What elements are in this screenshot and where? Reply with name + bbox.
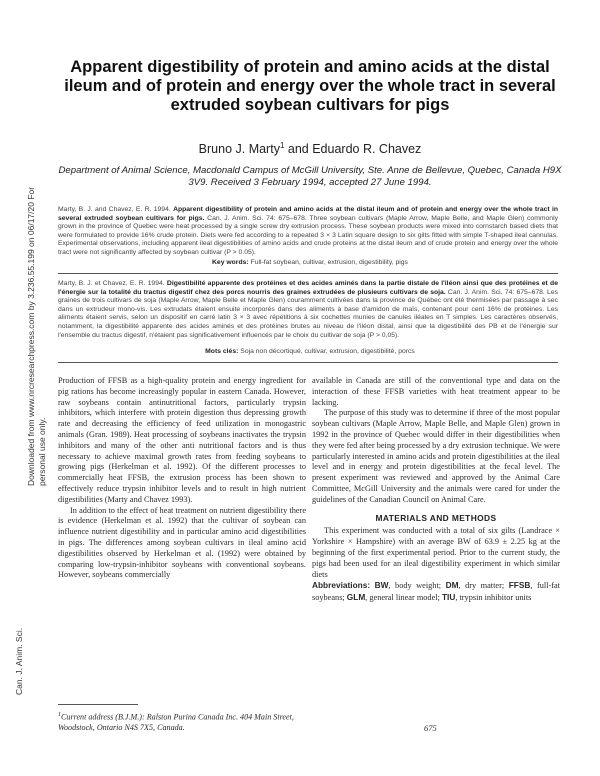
author-second: Eduardo R. Chavez: [312, 142, 422, 157]
abbreviation-definition: , trypsin inhibitor units: [455, 593, 532, 603]
abbreviation-term: BW: [374, 580, 389, 591]
section-divider: [58, 273, 558, 274]
body-paragraph: Production of FFSB as a high-quality protein and energy ingredient for pig rations has become increasingly popular in eastern Canada. However, raw soybeans contain antinutritional factors, particularly trypsin inhibitors, which interfere with protein digestion thus depressing growth rate and decreasing the efficiency of feed utilization in monogastric animals (Gran. 1989). Heat processing of soybeans inactivates the trypsin inhibitors and many of the other anti nutritional factors and is thus necessary to achieve maximal growth rates from feeding soybeans to growing pigs (Herkelman et al. 1992). Of the different processes to commercially heat FFSB, the extrusion process has been shown to effectively reduce trypsin inhibitor levels and to result in high nutrient digestibilities (Marty and Chavez 1993).: [58, 376, 306, 504]
author-line: [60, 141, 560, 156]
keywords-fr-text: Soja non décortiqué, cultivar, extrusion, digestibilité, porcs: [240, 348, 415, 355]
section-divider: [58, 362, 558, 363]
abstract-en-body: Can. J. Anim. Sci. 74: 675–678. Three soybean cultivars (Maple Arrow, Maple Belle, and Maple Glen) commonly grown in the province of Quebec were heat processed by a single screw dry extrusion process. These soybean products were mixed into cornstarch based diets that were formulated to provide 16% crude protein. Diets were fed according to a repeated 3 × 3 Latin square design to six gilts fitted with simple T-shaped ileal cannulas. Experimental observations, including apparent ileal digestibilities of amino acids and crude proteins at the distal ileum and of crude protein and energy over the whole tract were not significantly affected by soybean cultivar (P > 0.05).: [58, 214, 558, 256]
keywords-french: [60, 348, 560, 355]
footnote-mark: 1: [58, 712, 61, 718]
keywords-fr-label: Mots clés:: [205, 348, 239, 355]
body-paragraph: The purpose of this study was to determine if three of the most popular soybean cultivars (Maple Arrow, Maple Belle, and Maple Glen) grown in 1992 in the province of Quebec would differ in their digestibilities when they were fed after being processed by a dry extrusion technique. We were particularly interested in amino acids and protein digestibilities at the ileal level and in energy and protein digestibilities at the fecal level. The present experiment was reviewed and approved by the Animal Care Committee, McGill University and the animals were cared for under the guidelines of the Canadian Council on Animal Care.: [312, 408, 560, 504]
abstract-en-citation: Marty, B. J. and Chavez, E. R. 1994.: [58, 206, 171, 213]
abbreviation-definition: , body weight;: [388, 581, 446, 591]
keywords-english: [60, 259, 560, 266]
download-notice: [0, 186, 47, 486]
download-notice-text: Downloaded from www.nrcresearchpress.com by 3.236.55.199 on 06/17/20 For personal use only.: [26, 186, 47, 486]
abbreviation-definition: , general linear model;: [365, 593, 442, 603]
abbreviation-term: TIU: [441, 592, 456, 603]
abstract-fr-body: Can. J. Anim. Sci. 74: 675–678. Les graines de trois cultivars de soja (Maple Arrow, Maple Belle et Maple Glen) couramment cultivées dans la province de Québec ont été thermisées par passage à sec dans un extrudeur mono-vis. Les extrudats étaient ensuite incorporés dans des aliments à base d'amidon de maïs, contenant pour cent 16% de protéines. Les aliments étaient servis, selon un dispositif en carré latin 3 × 3 avec répétitions à six cochettes munies de canules iléales en T simples. Les caractères observés, notamment, la digestibilité apparente des acides aminés et des protéines brutes au niveau de l'iléon distal, ainsi que la digestibilité des PB et de l'énergie sur l'ensemble du tractus digestif, n'étaient pas significativement influencés par le choix du cultivar de soja (P > 0,05).: [58, 288, 559, 339]
abstract-fr-citation: Marty, B. J. et Chavez, E. R. 1994.: [58, 280, 165, 287]
affiliation: Department of Animal Science, Macdonald Campus of McGill University, Ste. Anne de Bellevue, Quebec, Canada H9X 3V9. Received 3 February 1994, accepted 27 June 1994.: [58, 165, 562, 188]
paper-title: Apparent digestibility of protein and amino acids at the distal ileum and of protein and energy over the whole tract in several extruded soybean cultivars for pigs: [64, 58, 556, 114]
abbreviation-term: FFSB: [508, 580, 531, 591]
section-heading-methods: MATERIALS AND METHODS: [375, 512, 497, 523]
body-column-right: [312, 376, 560, 604]
body-paragraph: In addition to the effect of heat treatment on nutrient digestibility there is evidence (Herkelman et al. 1992) that the cultivar of soybean can influence nutrient digestibility and in particular amino acid digestibilities in pigs. The differences among soybean cultivars in ileal amino acid digestibilities observed by Herkelman et al. (1992) were obtained by comparing low-trypsin-inhibitor soybeans with conventional soybeans. However, soybeans commercially: [58, 505, 306, 580]
abbreviation-term: GLM: [346, 592, 366, 603]
journal-side-label-text: Can. J. Anim. Sci.: [14, 627, 24, 695]
abstract-en-title: Apparent digestibility of protein and amino acids at the distal ileum and of protein and energy over the whole tract in several extruded soybean cultivars for pigs.: [58, 206, 558, 222]
abbreviation-definition: , full-fat soybeans;: [312, 581, 560, 603]
page-number: 675: [424, 723, 437, 733]
author-address-footnote: [58, 710, 306, 734]
footnote-divider: [58, 704, 138, 705]
abstract-fr-title: Digestibilité apparente des protéines et des acides aminés dans la partie distale de l'iléon ainsi que des protéines et de l'énergie sur la totalité du tractus digestif chez des porcs nourris des graines extrudées de plusieurs cultivars de soja.: [58, 280, 558, 296]
body-paragraph: available in Canada are still of the conventional type and data on the interaction of these FFSB varieties with heat treatment appear to be lacking.: [312, 376, 560, 407]
abstract-french: [58, 280, 558, 340]
abbreviations-label: Abbreviations:: [312, 580, 371, 591]
footnote-text: Current address (B.J.M.): Ralston Purina Canada Inc. 404 Main Street, Woodstock, Ontario N4S 7X5, Canada.: [58, 712, 294, 733]
abbreviation-definition: , dry matter;: [458, 581, 509, 591]
abstract-english: [58, 206, 558, 258]
abbreviation-term: DM: [445, 580, 459, 591]
abbreviations-list: [312, 580, 560, 604]
author-connector: and: [284, 142, 313, 157]
author-footnote-mark: 1: [279, 141, 285, 150]
journal-side-label: [2, 565, 24, 695]
body-paragraph: This experiment was conducted with a total of six gilts (Landrace × Yorkshire × Hampshire) with an average BW of 63.9 ± 2.25 kg at the beginning of the first experimental period. Prior to the current study, the pigs had been used for an ileal digestibility experiment in which similar diets: [312, 526, 560, 579]
keywords-en-label: Key words:: [212, 259, 249, 266]
author-first: Bruno J. Marty: [198, 142, 280, 157]
keywords-en-text: Full-fat soybean, cultivar, extrusion, digestibility, pigs: [250, 259, 408, 266]
body-column-left: [58, 376, 306, 581]
